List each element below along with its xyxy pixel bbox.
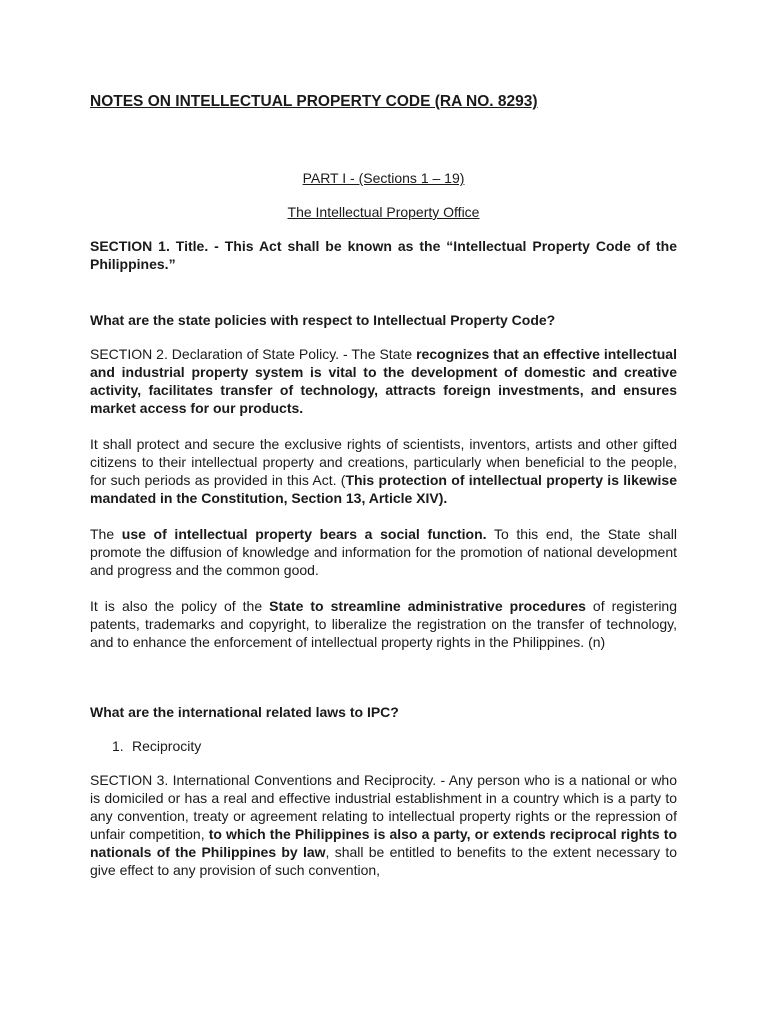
section-3-tail: , shall be entitled to benefits to the extent necessary to give effect to any provision of such convention, xyxy=(90,844,677,878)
list-item-number: 1. xyxy=(112,738,124,754)
streamline-text: of registering patents, trademarks and copyright, to liberalize the registration on the transfer of technology, and to enhance the enforcement of intellectual property rights in the Philippines. (n) xyxy=(90,598,677,650)
social-function-paragraph xyxy=(90,525,677,579)
section-3-paragraph xyxy=(90,771,677,879)
question-state-policies: What are the state policies with respect to Intellectual Property Code? xyxy=(90,312,556,328)
question-international-laws: What are the international related laws to IPC? xyxy=(90,704,399,720)
section-3-emphasis: to which the Philippines is also a party, or extends reciprocal rights to nationals of the Philippines by law xyxy=(90,826,677,860)
streamline-emphasis: State to streamline administrative procedures xyxy=(269,598,586,614)
social-function-text: To this end, the State shall promote the diffusion of knowledge and information for the promotion of national development and progress and the common good. xyxy=(90,526,677,578)
streamline-paragraph xyxy=(90,597,677,651)
section-1-text: SECTION 1. Title. - This Act shall be known as the “Intellectual Property Code of the Philippines.” xyxy=(90,238,677,272)
protection-text: It shall protect and secure the exclusive rights of scientists, inventors, artists and other gifted citizens to their intellectual property and creations, particularly when beneficial to the people, for such periods as provided in this Act. ( xyxy=(90,436,677,488)
social-function-emphasis: use of intellectual property bears a social function. xyxy=(121,526,487,542)
list-item-label: Reciprocity xyxy=(132,738,202,754)
section-3-text: SECTION 3. International Conventions and Reciprocity. - Any person who is a national or who is domiciled or has a real and effective industrial establishment in a country which is a party to any convention, treaty or agreement relating to intellectual property rights or the repression of unfair competition, xyxy=(90,772,677,842)
section-2-emphasis: recognizes that an effective intellectual and industrial property system is vital to the development of domestic and creative activity, facilitates transfer of technology, attracts foreign investments, and ensures market access for our products. xyxy=(90,346,677,416)
social-function-lead: The xyxy=(90,526,122,542)
protection-paragraph xyxy=(90,435,677,507)
part-heading: PART I - (Sections 1 – 19) xyxy=(302,170,465,186)
section-2-intro: SECTION 2. Declaration of State Policy. - The State xyxy=(90,346,417,362)
office-heading: The Intellectual Property Office xyxy=(287,204,480,220)
streamline-lead: It is also the policy of the xyxy=(90,598,270,614)
protection-emphasis: This protection of intellectual property is likewise mandated in the Constitution, Section 13, Article XIV). xyxy=(90,472,677,506)
document-page xyxy=(90,92,677,879)
international-laws-list xyxy=(90,737,677,755)
document-title: NOTES ON INTELLECTUAL PROPERTY CODE (RA NO. 8293) xyxy=(90,93,538,110)
section-2-paragraph xyxy=(90,345,677,417)
list-item xyxy=(90,737,677,755)
